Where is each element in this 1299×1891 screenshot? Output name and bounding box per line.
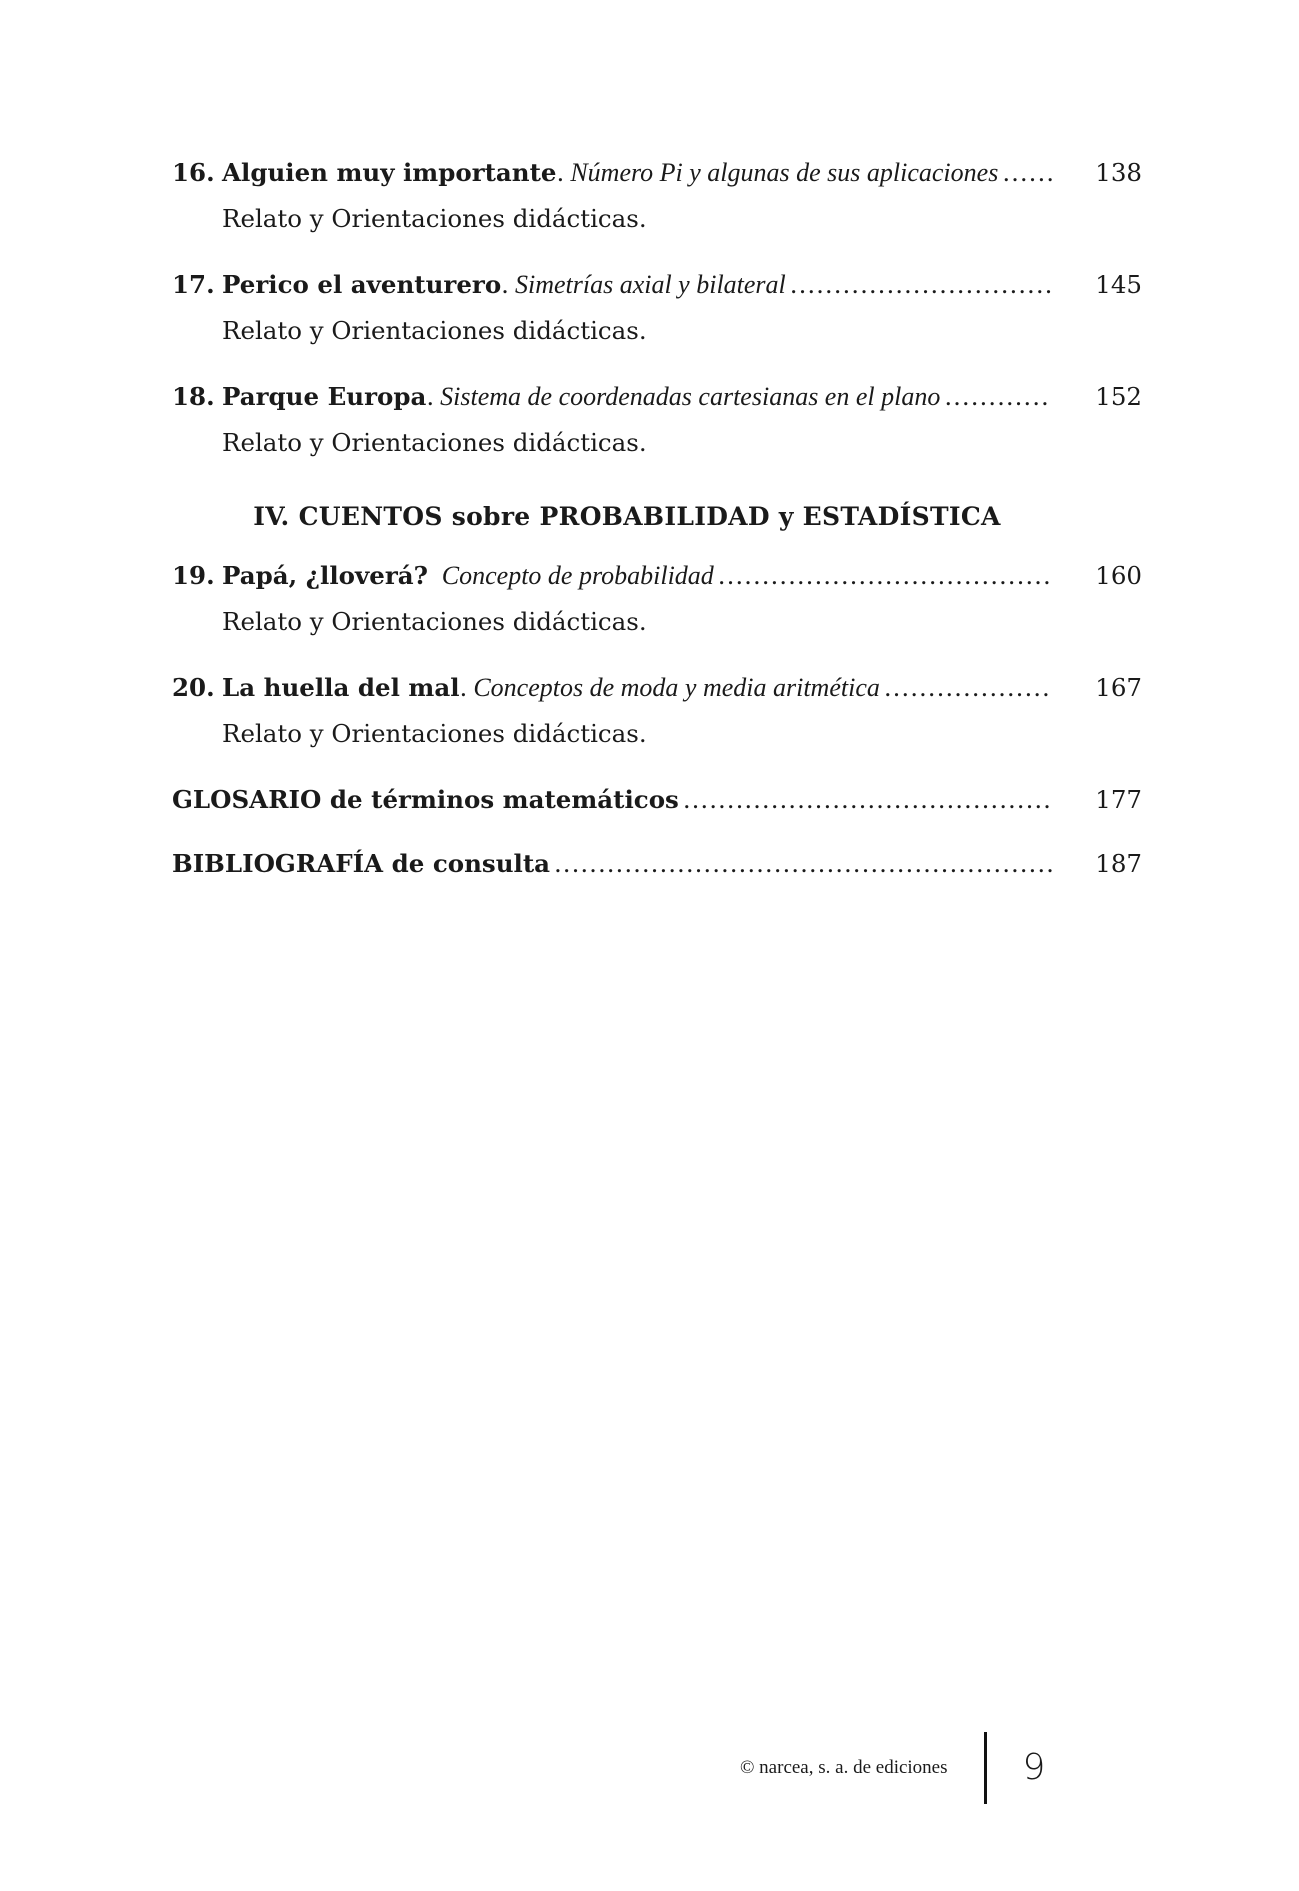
entry-description: Relato y Orientaciones didácticas. — [222, 607, 647, 636]
entry-description: Relato y Orientaciones didácticas. — [222, 428, 647, 457]
toc-entry-line — [172, 150, 1142, 196]
toc-entry-line — [172, 374, 1142, 420]
bibliography-page-number: 187 — [1095, 849, 1142, 878]
entry-number: 16. — [172, 158, 215, 187]
entry-separator: . — [459, 673, 468, 702]
entry-title: La huella del mal — [222, 673, 460, 702]
entry-description: Relato y Orientaciones didácticas. — [222, 316, 647, 345]
bibliography-title: BIBLIOGRAFÍA de consulta — [172, 849, 551, 878]
toc-entry-line — [172, 665, 1142, 711]
toc-entry-20[interactable] — [172, 665, 1142, 757]
entry-title: Parque Europa — [222, 382, 427, 411]
entry-title: Alguien muy importante — [222, 158, 557, 187]
entry-separator: . — [426, 382, 435, 411]
entry-title: Perico el aventurero — [222, 270, 502, 299]
toc-entry-18[interactable] — [172, 374, 1142, 466]
toc-bibliography[interactable] — [172, 841, 1142, 887]
entry-number: 20. — [172, 673, 215, 702]
entry-separator — [428, 553, 436, 599]
toc-entry-19[interactable] — [172, 553, 1142, 645]
entry-number: 19. — [172, 561, 215, 590]
table-of-contents — [172, 150, 1142, 887]
toc-glossary[interactable] — [172, 777, 1142, 823]
entry-page-number: 138 — [1095, 158, 1142, 187]
dot-leader — [944, 374, 1052, 420]
entry-description: Relato y Orientaciones didácticas. — [222, 204, 647, 233]
entry-number: 18. — [172, 382, 215, 411]
entry-number: 17. — [172, 270, 215, 299]
entry-page-number: 152 — [1095, 382, 1142, 411]
page-number: 9 — [1022, 1747, 1046, 1788]
entry-separator: . — [556, 158, 565, 187]
section-heading: IV. CUENTOS sobre PROBABILIDAD y ESTADÍSTICA — [253, 502, 1001, 531]
glossary-page-number: 177 — [1095, 785, 1142, 814]
entry-subtitle: Concepto de probabilidad — [441, 561, 714, 590]
entry-subtitle: Simetrías axial y bilateral — [514, 270, 786, 299]
glossary-title: GLOSARIO de términos matemáticos — [172, 785, 679, 814]
dot-leader — [718, 553, 1052, 599]
dot-leader — [1002, 150, 1052, 196]
entry-title: Papá, ¿lloverá? — [222, 561, 428, 590]
publisher-credit: © narcea, s. a. de ediciones — [740, 1756, 948, 1778]
dot-leader — [790, 262, 1052, 308]
dot-leader — [554, 841, 1052, 887]
page-footer — [740, 1730, 1045, 1805]
toc-entry-line — [172, 553, 1142, 599]
entry-separator: . — [501, 270, 509, 299]
toc-entry-line — [172, 262, 1142, 308]
entry-page-number: 167 — [1095, 673, 1142, 702]
dot-leader — [884, 665, 1052, 711]
toc-entry-16[interactable] — [172, 150, 1142, 242]
entry-subtitle: Número Pi y algunas de sus aplicaciones — [570, 158, 999, 187]
dot-leader — [683, 777, 1052, 823]
toc-entry-17[interactable] — [172, 262, 1142, 354]
entry-page-number: 160 — [1095, 561, 1142, 590]
entry-description: Relato y Orientaciones didácticas. — [222, 719, 647, 748]
entry-subtitle: Sistema de coordenadas cartesianas en el plano — [440, 382, 941, 411]
entry-subtitle: Conceptos de moda y media aritmética — [473, 673, 880, 702]
entry-page-number: 145 — [1095, 270, 1142, 299]
footer-divider — [984, 1732, 987, 1804]
